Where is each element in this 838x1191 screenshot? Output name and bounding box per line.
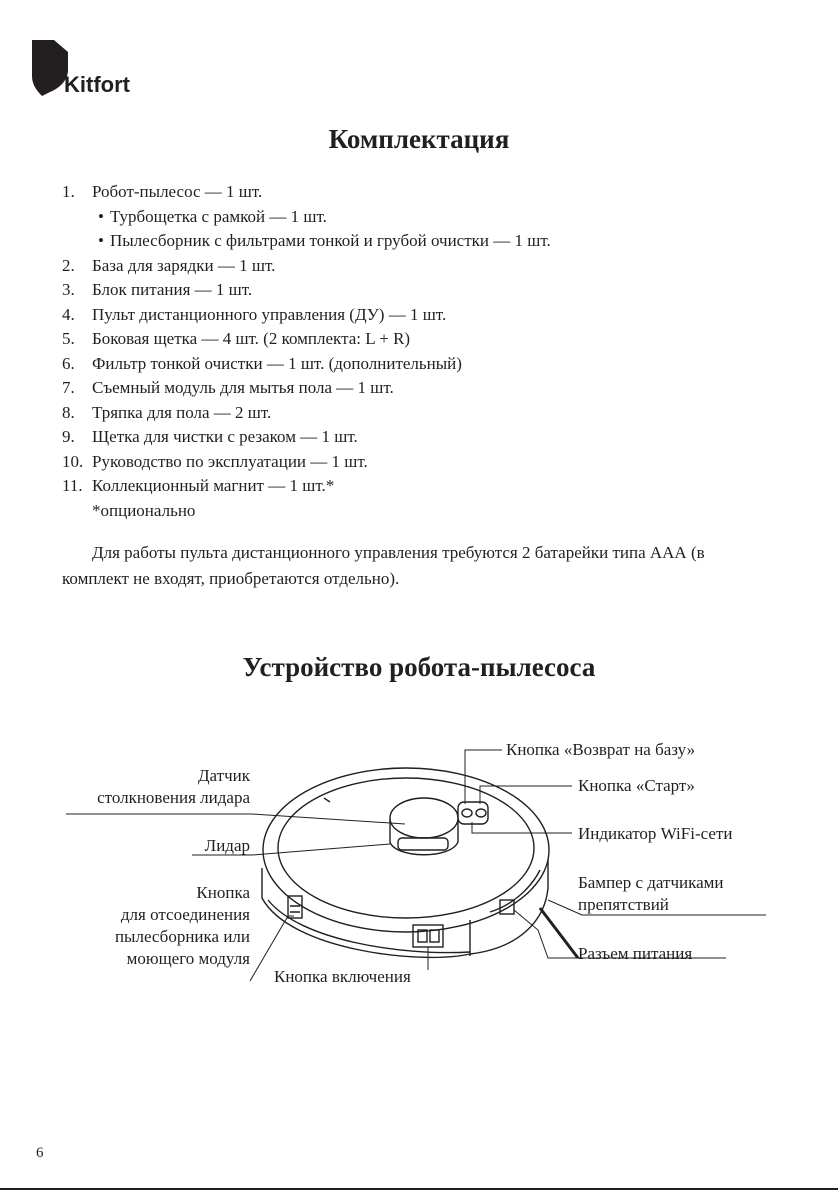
- bottom-rule: [0, 1188, 838, 1190]
- list-item: • Пылесборник с фильтрами тонкой и грубой очистки — 1 шт.: [98, 231, 551, 250]
- battery-note-paragraph: Для работы пульта дистанционного управления требуются 2 батарейки типа ААА (в комплект не входят, приобретаются отдельно).: [62, 543, 705, 588]
- list-item: 8. Тряпка для пола — 2 шт.: [62, 402, 272, 422]
- list-item: 1. Робот-пылесос — 1 шт.: [62, 182, 263, 201]
- label-power-jack: Разъем питания: [578, 944, 693, 963]
- footnote: *опционально: [92, 500, 196, 520]
- label-detach-button: Кнопка для отсоединения пылесборника или моющего модуля: [114, 883, 250, 968]
- list-item: 9. Щетка для чистки с резаком — 1 шт.: [62, 427, 358, 446]
- label-lidar-collision-sensor: Датчик столкновения лидара: [97, 766, 250, 807]
- label-power-switch: Кнопка включения: [274, 967, 411, 986]
- list-item: 4. Пульт дистанционного управления (ДУ) — 1 шт.: [62, 304, 447, 324]
- list-item: 7. Съемный модуль для мытья пола — 1 шт.: [62, 378, 394, 397]
- kitfort-logo: [32, 40, 152, 96]
- list-item: 11. Коллекционный магнит — 1 шт.*: [62, 476, 335, 495]
- section-title-contents: Комплектация: [328, 124, 510, 154]
- list-item: • Турбощетка с рамкой — 1 шт.: [98, 206, 327, 226]
- label-wifi-indicator: Индикатор WiFi-сети: [578, 824, 733, 843]
- page-number: 6: [36, 1145, 44, 1161]
- section-title-device: Устройство робота-пылесоса: [242, 652, 596, 682]
- label-bumper: Бампер с датчиками препятствий: [578, 873, 724, 914]
- label-lidar: Лидар: [204, 836, 250, 855]
- list-item: 6. Фильтр тонкой очистки — 1 шт. (дополнительный): [62, 353, 462, 373]
- list-item: 3. Блок питания — 1 шт.: [62, 280, 253, 299]
- list-item: 2. База для зарядки — 1 шт.: [62, 255, 276, 275]
- list-item: 5. Боковая щетка — 4 шт. (2 комплекта: L + R): [62, 329, 411, 348]
- contents-list: [62, 180, 551, 523]
- list-item: 10. Руководство по эксплуатации — 1 шт.: [62, 451, 368, 471]
- label-home-button: Кнопка «Возврат на базу»: [506, 740, 696, 759]
- label-start-button: Кнопка «Старт»: [578, 776, 695, 795]
- robot-vacuum-diagram: [0, 720, 838, 1010]
- brand-name: Kitfort: [64, 72, 130, 97]
